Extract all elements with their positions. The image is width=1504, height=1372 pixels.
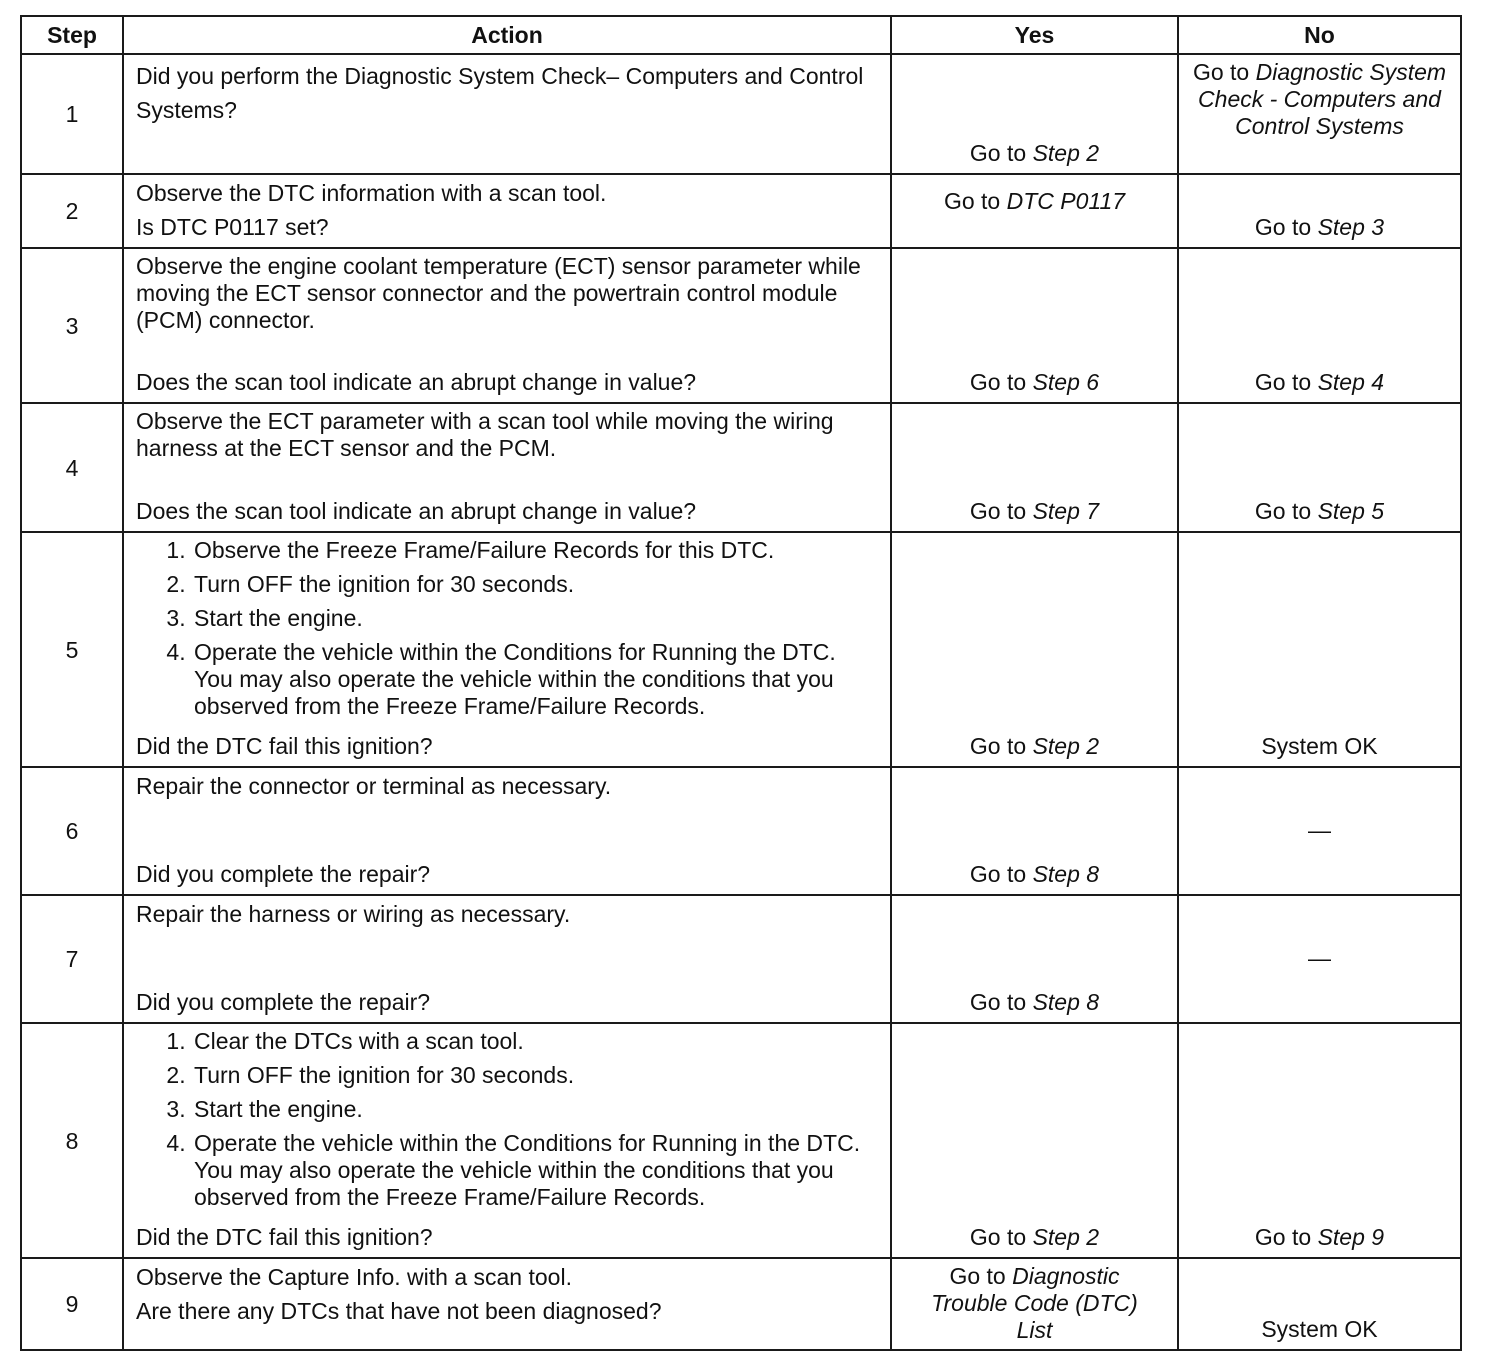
list-item: 4. Operate the vehicle within the Conditions for Running the DTC. You may also operate the vehicle within the conditions that you observed from the Freeze Frame/Failure Records.: [192, 639, 878, 720]
yes-result: Go to Step 2: [969, 1224, 1100, 1250]
action-question: Did the DTC fail this ignition?: [136, 733, 433, 759]
action-question: Did the DTC fail this ignition?: [136, 1224, 433, 1250]
no-cell: [1178, 1023, 1461, 1258]
action-cell: [123, 1023, 891, 1258]
no-cell: [1178, 248, 1461, 403]
yes-result: Go to Step 8: [969, 861, 1100, 887]
header-row: [21, 16, 1461, 54]
action-cell: [123, 403, 891, 532]
yes-result: Go to Step 8: [969, 989, 1100, 1015]
action-text: Observe the DTC information with a scan tool.: [136, 180, 607, 206]
action-question: Is DTC P0117 set?: [136, 214, 329, 240]
no-cell: [1178, 403, 1461, 532]
step-number: 8: [21, 1023, 123, 1258]
no-result: System OK: [1261, 733, 1378, 759]
step-number: 7: [21, 895, 123, 1023]
header-step: Step: [21, 16, 123, 54]
list-item: 3. Start the engine.: [192, 1096, 878, 1123]
numbered-list: [136, 537, 878, 727]
yes-result: Go to Step 6: [969, 369, 1100, 395]
yes-cell: [891, 403, 1178, 532]
step-number: 1: [21, 54, 123, 174]
action-question: Did you complete the repair?: [136, 989, 431, 1015]
table-row: [21, 54, 1461, 174]
list-item: 2. Turn OFF the ignition for 30 seconds.: [192, 571, 878, 598]
yes-cell: [891, 895, 1178, 1023]
action-question: Does the scan tool indicate an abrupt change in value?: [136, 369, 697, 395]
yes-result: Go to DTC P0117: [943, 188, 1126, 214]
no-cell: [1178, 532, 1461, 767]
header-action: Action: [123, 16, 891, 54]
table-row: [21, 1023, 1461, 1258]
no-cell: [1178, 1258, 1461, 1350]
step-number: 3: [21, 248, 123, 403]
action-question: Did you perform the Diagnostic System Check– Computers and Control Systems?: [136, 63, 864, 123]
yes-cell: [891, 1258, 1178, 1350]
action-text: Observe the engine coolant temperature (ECT) sensor parameter while moving the ECT sensor connector and the powertrain control module (PCM) connector.: [136, 253, 861, 333]
action-cell: [123, 1258, 891, 1350]
action-question: Does the scan tool indicate an abrupt change in value?: [136, 498, 697, 524]
no-result: —: [1308, 945, 1331, 971]
yes-cell: [891, 174, 1178, 248]
no-result: —: [1308, 817, 1331, 843]
yes-result: Go to Step 7: [969, 498, 1100, 524]
yes-cell: [891, 54, 1178, 174]
no-result: Go to Step 9: [1254, 1224, 1385, 1250]
table-row: [21, 1258, 1461, 1350]
step-number: 4: [21, 403, 123, 532]
no-cell: [1178, 767, 1461, 895]
action-cell: [123, 54, 891, 174]
table-row: [21, 174, 1461, 248]
table-row: [21, 895, 1461, 1023]
no-result: Go to Step 5: [1254, 498, 1385, 524]
action-text: Repair the connector or terminal as necessary.: [136, 773, 612, 799]
header-yes: Yes: [891, 16, 1178, 54]
table-row: [21, 767, 1461, 895]
action-text: Observe the Capture Info. with a scan tool.: [136, 1264, 572, 1290]
yes-result: Go to Step 2: [969, 140, 1100, 166]
yes-result: Go to Step 2: [969, 733, 1100, 759]
no-result: System OK: [1261, 1316, 1378, 1342]
action-cell: [123, 895, 891, 1023]
table-row: [21, 403, 1461, 532]
action-text: Repair the harness or wiring as necessary.: [136, 901, 571, 927]
list-item: 3. Start the engine.: [192, 605, 878, 632]
no-result: Go to Diagnostic System Check - Computers and Control Systems: [1192, 59, 1447, 139]
table-row: [21, 248, 1461, 403]
yes-cell: [891, 1023, 1178, 1258]
numbered-list: [136, 1028, 878, 1218]
no-result: Go to Step 4: [1254, 369, 1385, 395]
action-text: Observe the ECT parameter with a scan tool while moving the wiring harness at the ECT sensor and the PCM.: [136, 408, 834, 461]
diagnostic-table: [20, 15, 1462, 1351]
table-row: [21, 532, 1461, 767]
list-item: 1. Clear the DTCs with a scan tool.: [192, 1028, 878, 1055]
no-cell: [1178, 54, 1461, 174]
header-no: No: [1178, 16, 1461, 54]
action-question: Did you complete the repair?: [136, 861, 431, 887]
yes-cell: [891, 532, 1178, 767]
action-cell: [123, 532, 891, 767]
action-cell: [123, 174, 891, 248]
step-number: 9: [21, 1258, 123, 1350]
yes-cell: [891, 767, 1178, 895]
step-number: 5: [21, 532, 123, 767]
action-question: Are there any DTCs that have not been diagnosed?: [136, 1298, 662, 1324]
yes-cell: [891, 248, 1178, 403]
list-item: 1. Observe the Freeze Frame/Failure Records for this DTC.: [192, 537, 878, 564]
list-item: 4. Operate the vehicle within the Conditions for Running in the DTC. You may also operate the vehicle within the conditions that you observed from the Freeze Frame/Failure Records.: [192, 1130, 878, 1211]
step-number: 2: [21, 174, 123, 248]
action-cell: [123, 767, 891, 895]
no-result: Go to Step 3: [1254, 214, 1385, 240]
yes-result: Go to Diagnostic Trouble Code (DTC) List: [931, 1263, 1138, 1343]
list-item: 2. Turn OFF the ignition for 30 seconds.: [192, 1062, 878, 1089]
no-cell: [1178, 174, 1461, 248]
no-cell: [1178, 895, 1461, 1023]
step-number: 6: [21, 767, 123, 895]
action-cell: [123, 248, 891, 403]
